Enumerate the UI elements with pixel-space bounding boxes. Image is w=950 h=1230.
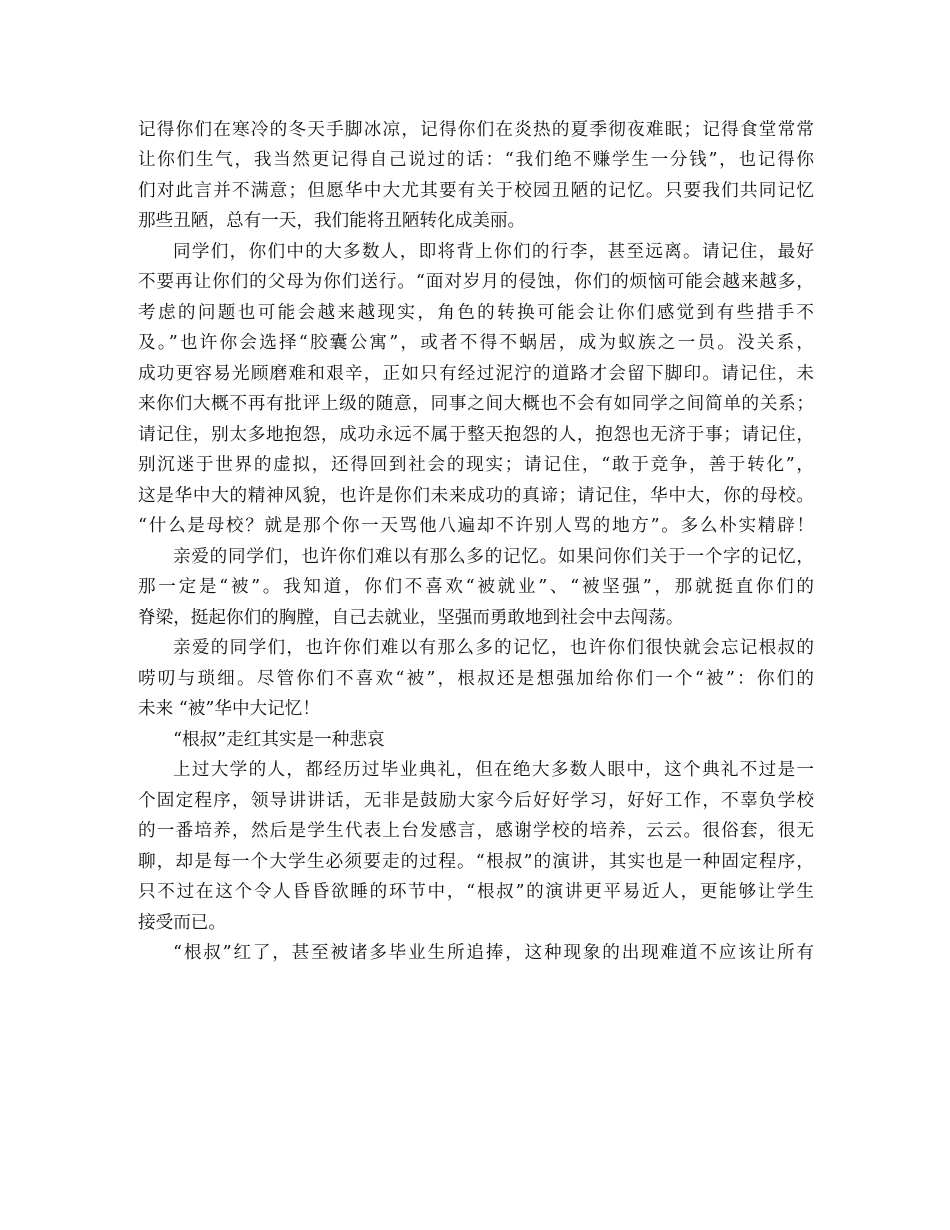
text-line: 考虑的问题也可能会越来越现实，角色的转换可能会让你们感觉到有些措手不 bbox=[138, 303, 814, 323]
paragraph-start-line: 亲爱的同学们，也许你们难以有那么多的记忆。如果问你们关于一个字的记忆， bbox=[173, 547, 814, 567]
text-line: 来你们大概不再有批评上级的随意，同事之间大概也不会有如同学之间简单的关系； bbox=[138, 394, 814, 414]
text-line: 不要再让你们的父母为你们送行。“面对岁月的侵蚀，你们的烦恼可能会越来越多， bbox=[138, 272, 814, 292]
paragraph-start-line: 同学们，你们中的大多数人，即将背上你们的行李，甚至远离。请记住，最好 bbox=[173, 242, 814, 262]
text-line: 的一番培养，然后是学生代表上台发感言，感谢学校的培养，云云。很俗套，很无 bbox=[138, 821, 814, 841]
text-line: 们对此言并不满意；但愿华中大尤其要有关于校园丑陋的记忆。只要我们共同记忆 bbox=[138, 181, 814, 201]
text-line: 那些丑陋，总有一天，我们能将丑陋转化成美丽。 bbox=[138, 211, 526, 231]
paragraph-start-line: “根叔”红了，甚至被诸多毕业生所追捧，这种现象的出现难道不应该让所有 bbox=[173, 943, 814, 963]
text-line: “什么是母校？就是那个你一天骂他八遍却不许别人骂的地方”。多么朴实精辟！ bbox=[138, 516, 814, 536]
section-heading: “根叔”走红其实是一种悲哀 bbox=[173, 730, 385, 750]
text-line: 聊，却是每一个大学生必须要走的过程。“根叔”的演讲，其实也是一种固定程序， bbox=[138, 852, 814, 872]
text-line: 只不过在这个令人昏昏欲睡的环节中，“根叔”的演讲更平易近人，更能够让学生 bbox=[138, 882, 814, 902]
paragraph-start-line: 亲爱的同学们，也许你们难以有那么多的记忆，也许你们很快就会忘记根叔的 bbox=[173, 638, 814, 658]
text-line: 及。”也许你会选择“胶囊公寓”，或者不得不蜗居，成为蚁族之一员。没关系， bbox=[138, 333, 814, 353]
text-line: 那一定是“被”。我知道，你们不喜欢“被就业”、“被坚强”，那就挺直你们的 bbox=[138, 577, 814, 597]
text-line: 这是华中大的精神风貌，也许是你们未来成功的真谛；请记住，华中大，你的母校。 bbox=[138, 486, 814, 506]
text-line: 唠叨与琐细。尽管你们不喜欢“被”，根叔还是想强加给你们一个“被”：你们的 bbox=[138, 669, 814, 689]
paragraph-start-line: 上过大学的人，都经历过毕业典礼，但在绝大多数人眼中，这个典礼不过是一 bbox=[173, 760, 814, 780]
text-line: 别沉迷于世界的虚拟，还得回到社会的现实；请记住，“敢于竞争，善于转化”， bbox=[138, 455, 814, 475]
text-line: 个固定程序，领导讲讲话，无非是鼓励大家今后好好学习，好好工作，不辜负学校 bbox=[138, 791, 814, 811]
text-line: 未来 “被”华中大记忆！ bbox=[138, 699, 320, 719]
text-line: 脊梁，挺起你们的胸膛，自己去就业，坚强而勇敢地到社会中去闯荡。 bbox=[138, 608, 684, 628]
text-line: 让你们生气，我当然更记得自己说过的话：“我们绝不赚学生一分钱”，也记得你 bbox=[138, 150, 814, 170]
text-line: 记得你们在寒冷的冬天手脚冰凉，记得你们在炎热的夏季彻夜难眠；记得食堂常常 bbox=[138, 120, 814, 140]
text-line: 成功更容易光顾磨难和艰辛，正如只有经过泥泞的道路才会留下脚印。请记住，未 bbox=[138, 364, 814, 384]
text-line: 请记住，别太多地抱怨，成功永远不属于整天抱怨的人，抱怨也无济于事；请记住， bbox=[138, 425, 814, 445]
text-line: 接受而已。 bbox=[138, 913, 226, 933]
